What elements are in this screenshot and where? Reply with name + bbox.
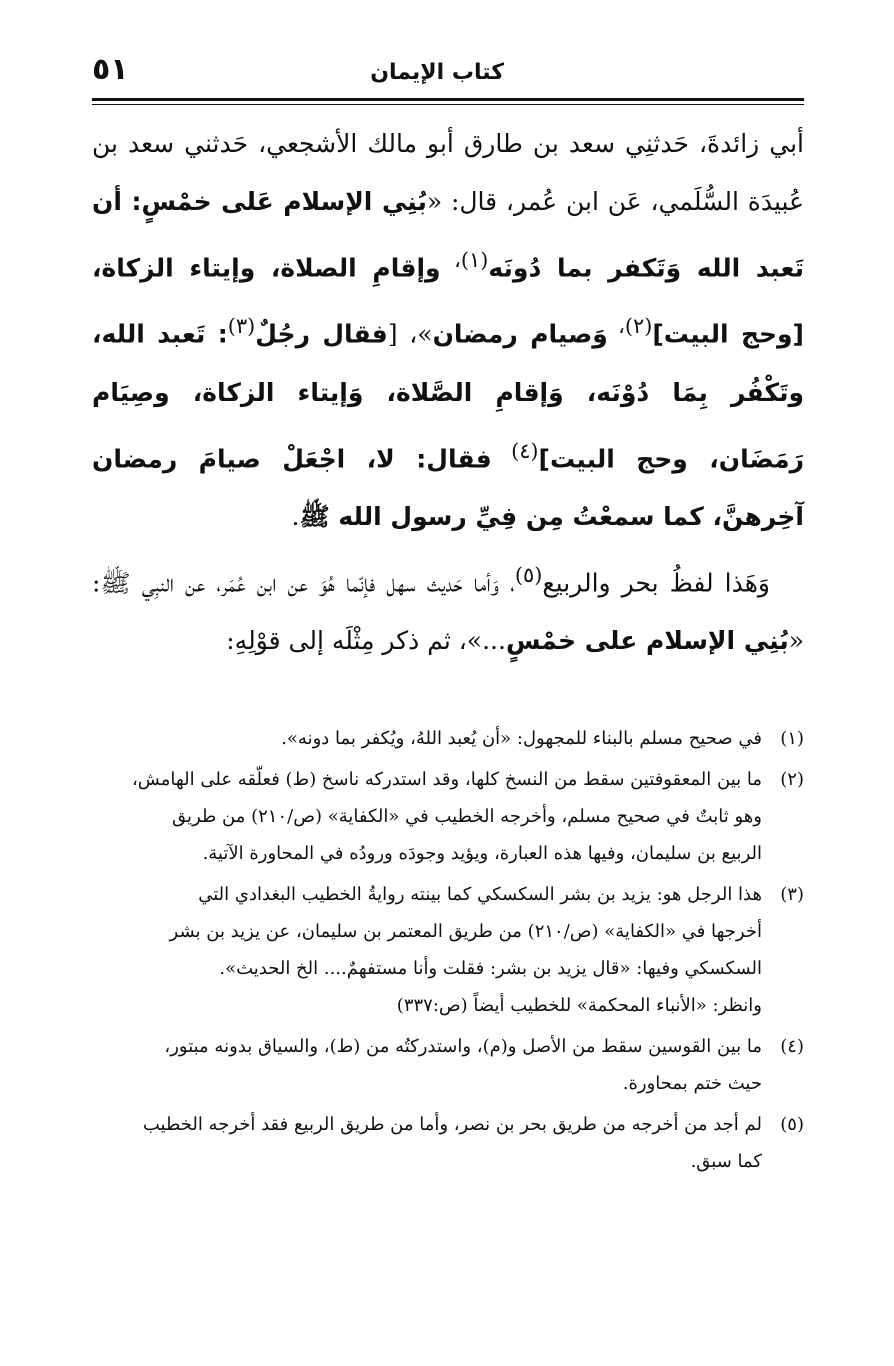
footnote-number: (٥) [780,1114,804,1136]
footnote-5 [92,1106,804,1180]
page-number: ٥١ [92,52,129,87]
paragraph-hadith [92,115,804,546]
footnote-ref: (٢)، [607,314,653,339]
footnote-line: الربيع بن سليمان، وفيها هذه العبارة، ويؤيد وجودَه ورودُه في المحاورة الآتية. [202,843,762,865]
text-run: ، وَأما حَديث سهل فإنّما هُوَ عن ابن عُمَر، عن النبِي ﷺ: « [92,568,804,656]
footnote-number: (١) [780,728,804,750]
hadith-text: وإقامِ الصلاة، وإيتاء الزكاة، [وحج البيت] [92,253,804,349]
footnote-number: (٤) [780,1036,804,1058]
footnote-3 [92,876,804,1024]
text-run: . [291,501,300,531]
paragraph-commentary [92,546,804,670]
footnotes [92,720,804,1180]
text-run: أبي زائدةَ، حَدثنِي سعد بن طارق أبو مالك الأشجعي، حَدثني سعد بن عُبيدَة السُّلَمي، عَن ابن عُمر، قال: « [92,129,805,216]
footnote-line: أخرجها في «الكفاية» (ص/٢١٠) من طريق المعتمر بن سليمان، عن يزيد بن بشر [169,921,762,943]
footnote-line: كما سبق. [690,1151,762,1173]
page-header [92,52,804,96]
hadith-text: فقال رجُلٌ [255,319,388,349]
footnote-line: السكسكي وفيها: «قال يزيد بن بشر: فقلت وأنا مستفهمٌ.... الخ الحديث». [219,958,762,980]
text-run: ...»، ثم ذكر مِثْلَه إلى قوْلِهِ: [226,626,506,656]
footnote-ref: (٤) [491,438,539,463]
text-run: »، [ [387,319,433,349]
footnote-ref: (٥) [514,562,543,587]
main-text [92,115,804,670]
hadith-text: بُنِي الإسلام عَلى خمْسٍ: أن تَعبد الله وَتَكفر بما دُونَه [92,187,804,283]
footnote-number: (٣) [780,884,804,906]
footnote-line: لم أجد من أخرجه من طريق بحر بن نصر، وأما من طريق الربيع فقد أخرجه الخطيب [142,1114,762,1136]
footnote-ref: (١)، [440,248,489,272]
footnote-line: وانظر: «الأنباء المحكمة» للخطيب أيضاً (ص:٣٣٧) [396,995,762,1017]
hadith-text: فقال: لا، اجْعَلْ صيامَ رمضان آخِرهنَّ، كما سمعْتُ مِن فِيِّ رسول الله ﷺ [92,443,804,531]
header-rule-thick [92,98,804,101]
footnote-line: حيث ختم بمحاورة. [622,1073,762,1095]
footnote-2 [92,761,804,872]
hadith-text: وَصيام رمضان [432,319,608,349]
text-run: وَهَذا لفظُ بحر والربيع [542,568,770,598]
footnote-line: ما بين القوسين سقط من الأصل و(م)، واستدركتُه من (ط)، والسياق بدونه مبتور، [164,1036,762,1058]
hadith-text: : تَعبد الله، وتَكْفُر بِمَا دُوْنَه، وَإقامِ الصَّلاة، وَإيتاء الزكاة، وصِيَام رَمَضَان، وحج البيت] [92,319,805,473]
header-rule-thin [92,104,804,105]
footnote-4 [92,1028,804,1102]
book-page [92,52,805,1184]
page-title: كتاب الإيمان [370,60,504,85]
footnote-line: في صحيح مسلم بالبناء للمجهول: «أن يُعبد اللهُ، ويُكفر بما دونه». [281,728,762,750]
footnote-1 [92,720,804,757]
footnote-number: (٢) [780,769,804,791]
footnote-line: وهو ثابتٌ في صحيح مسلم، وأخرجه الخطيب في «الكفاية» (ص/٢١٠) من طريق [172,806,762,828]
footnote-line: ما بين المعقوفتين سقط من النسخ كلها، وقد استدركه ناسخ (ط) فعلّقه على الهامش، [131,769,762,791]
hadith-text: بُنِي الإسلام على خمْسٍ [505,626,789,656]
footnote-line: هذا الرجل هو: يزيد بن بشر السكسكي كما بينته روايةُ الخطيب البغدادي التي [198,884,762,906]
footnote-ref: (٣) [227,314,256,339]
